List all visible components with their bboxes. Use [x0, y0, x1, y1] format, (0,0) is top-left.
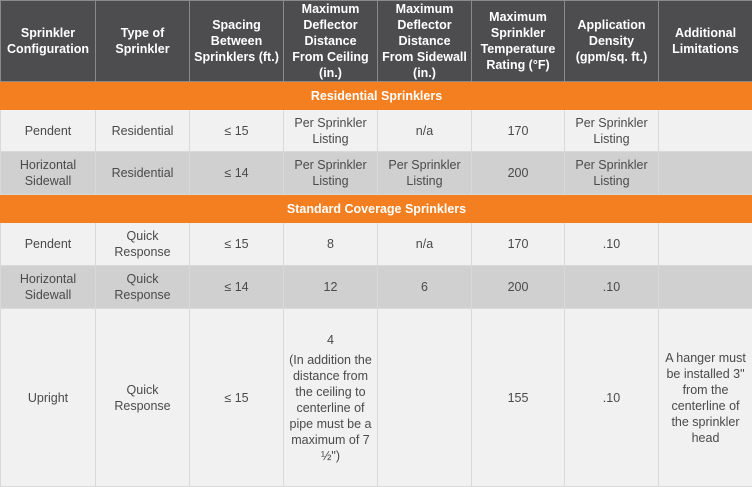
col-header-density: Application Density (gpm/sq. ft.) [565, 1, 659, 82]
col-header-limitations: Additional Limitations [659, 1, 752, 82]
cell-density: .10 [565, 309, 659, 487]
col-header-sidewall-distance: Maximum Deflector Distance From Sidewall (in.) [378, 1, 472, 82]
cell-ceiling-distance: 8 [284, 223, 378, 266]
cell-type: Quick Response [96, 223, 190, 266]
cell-temperature: 200 [472, 152, 565, 195]
cell-type: Residential [96, 110, 190, 152]
section-row-standard-coverage [1, 195, 752, 223]
cell-type: Residential [96, 152, 190, 195]
cell-ceiling-distance: 12 [284, 266, 378, 309]
cell-configuration: Horizontal Sidewall [1, 266, 96, 309]
cell-sidewall-distance [378, 309, 472, 487]
cell-configuration: Upright [1, 309, 96, 487]
table-row [1, 266, 752, 309]
ceiling-distance-value: 4 [327, 333, 334, 347]
section-title: Standard Coverage Sprinklers [1, 195, 752, 223]
cell-temperature: 170 [472, 223, 565, 266]
col-header-configuration: Sprinkler Configuration [1, 1, 96, 82]
table-row [1, 309, 752, 487]
table-row [1, 152, 752, 195]
header-row [1, 1, 752, 82]
col-header-temperature: Maximum Sprinkler Temperature Rating (°F) [472, 1, 565, 82]
cell-density: .10 [565, 223, 659, 266]
col-header-ceiling-distance: Maximum Deflector Distance From Ceiling (in.) [284, 1, 378, 82]
cell-ceiling-distance: Per Sprinkler Listing [284, 152, 378, 195]
cell-spacing: ≤ 15 [190, 309, 284, 487]
cell-limitations: A hanger must be installed 3" from the centerline of the sprinkler head [659, 309, 752, 487]
cell-configuration: Pendent [1, 110, 96, 152]
cell-sidewall-distance: n/a [378, 223, 472, 266]
cell-spacing: ≤ 14 [190, 152, 284, 195]
cell-sidewall-distance: n/a [378, 110, 472, 152]
cell-limitations [659, 110, 752, 152]
cell-spacing: ≤ 15 [190, 110, 284, 152]
cell-temperature: 200 [472, 266, 565, 309]
cell-sidewall-distance: Per Sprinkler Listing [378, 152, 472, 195]
cell-spacing: ≤ 14 [190, 266, 284, 309]
ceiling-distance-note: (In addition the distance from the ceiling to centerline of pipe must be a maximum of 7 ½") [288, 352, 373, 464]
cell-type: Quick Response [96, 309, 190, 487]
cell-type: Quick Response [96, 266, 190, 309]
cell-density: .10 [565, 266, 659, 309]
section-row-residential [1, 82, 752, 110]
cell-temperature: 155 [472, 309, 565, 487]
section-title: Residential Sprinklers [1, 82, 752, 110]
cell-density: Per Sprinkler Listing [565, 110, 659, 152]
cell-density: Per Sprinkler Listing [565, 152, 659, 195]
cell-temperature: 170 [472, 110, 565, 152]
col-header-type: Type of Sprinkler [96, 1, 190, 82]
cell-ceiling-distance: Per Sprinkler Listing [284, 110, 378, 152]
table-row [1, 223, 752, 266]
cell-limitations [659, 266, 752, 309]
cell-ceiling-distance [284, 309, 378, 487]
col-header-spacing: Spacing Between Sprinklers (ft.) [190, 1, 284, 82]
cell-limitations [659, 223, 752, 266]
cell-configuration: Pendent [1, 223, 96, 266]
cell-sidewall-distance: 6 [378, 266, 472, 309]
table-row [1, 110, 752, 152]
cell-spacing: ≤ 15 [190, 223, 284, 266]
cell-configuration: Horizontal Sidewall [1, 152, 96, 195]
cell-limitations [659, 152, 752, 195]
